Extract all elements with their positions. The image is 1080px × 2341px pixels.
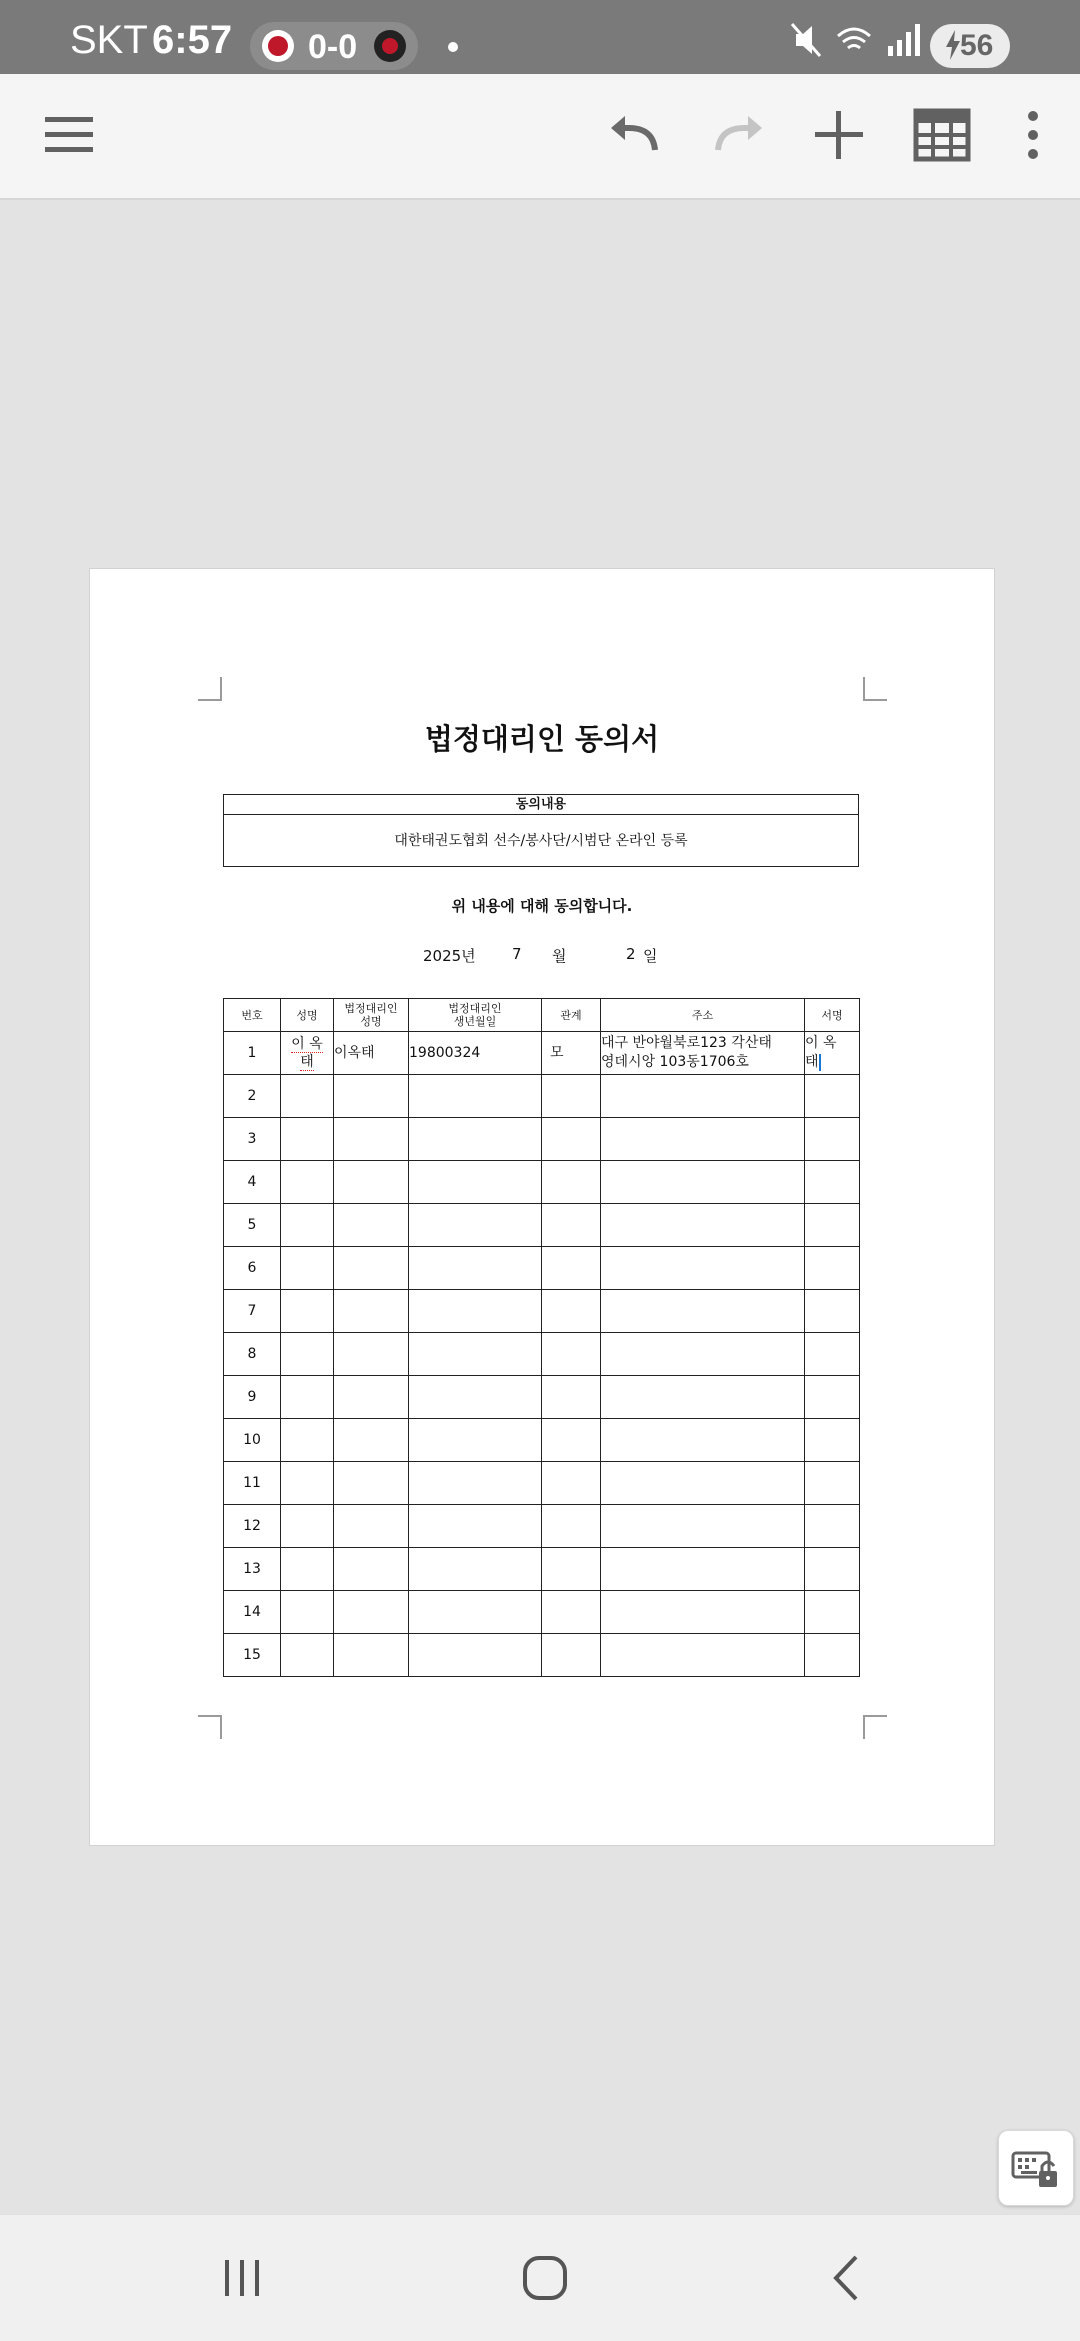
cell-name[interactable] bbox=[281, 1290, 334, 1333]
cell-relation[interactable] bbox=[542, 1548, 601, 1591]
cell-number[interactable]: 8 bbox=[224, 1333, 281, 1376]
cell-relation[interactable] bbox=[542, 1204, 601, 1247]
address-line2: 영데시앙 103동1706호 bbox=[601, 1054, 749, 1070]
consent-body: 대한태권도협회 선수/봉사단/시범단 온라인 등록 bbox=[394, 833, 688, 849]
team-logo-icon bbox=[374, 30, 406, 62]
cell-relation[interactable] bbox=[542, 1462, 601, 1505]
cell-address[interactable] bbox=[601, 1634, 805, 1677]
cell-number[interactable]: 5 bbox=[224, 1204, 281, 1247]
cell-relation[interactable] bbox=[542, 1505, 601, 1548]
cell-guardian-dob[interactable] bbox=[409, 1247, 542, 1290]
cell-signature[interactable] bbox=[805, 1462, 860, 1505]
cell-number[interactable]: 12 bbox=[224, 1505, 281, 1548]
cell-guardian-name[interactable] bbox=[334, 1247, 409, 1290]
name-line2: 태 bbox=[300, 1054, 314, 1070]
cell-name[interactable] bbox=[281, 1247, 334, 1290]
cell-guardian-dob[interactable] bbox=[409, 1462, 542, 1505]
cell-signature[interactable] bbox=[805, 1505, 860, 1548]
cell-number[interactable]: 4 bbox=[224, 1161, 281, 1204]
cell-guardian-name[interactable] bbox=[334, 1548, 409, 1591]
consent-content-box[interactable] bbox=[223, 794, 859, 867]
cell-address[interactable] bbox=[601, 1161, 805, 1204]
undo-button[interactable] bbox=[603, 102, 669, 168]
cell-name[interactable] bbox=[281, 1118, 334, 1161]
crop-mark bbox=[198, 1715, 222, 1739]
cell-guardian-dob[interactable] bbox=[409, 1634, 542, 1677]
consent-header: 동의내용 bbox=[224, 795, 858, 815]
cell-name[interactable] bbox=[281, 1161, 334, 1204]
table-row[interactable] bbox=[224, 1075, 860, 1118]
table-row[interactable] bbox=[224, 1419, 860, 1462]
system-navigation-bar bbox=[0, 2214, 1080, 2341]
cell-guardian-name[interactable] bbox=[334, 1075, 409, 1118]
cell-name[interactable] bbox=[281, 1419, 334, 1462]
cell-signature[interactable] bbox=[805, 1247, 860, 1290]
cell-guardian-dob[interactable] bbox=[409, 1333, 542, 1376]
cell-relation[interactable] bbox=[542, 1333, 601, 1376]
document-title[interactable]: 법정대리인 동의서 bbox=[424, 722, 660, 756]
table-row[interactable] bbox=[224, 1118, 860, 1161]
cell-guardian-dob[interactable] bbox=[409, 1505, 542, 1548]
menu-icon bbox=[36, 102, 102, 168]
cell-address[interactable] bbox=[601, 1376, 805, 1419]
battery-level: 56 bbox=[960, 29, 994, 62]
cell-relation[interactable] bbox=[542, 1161, 601, 1204]
cell-guardian-dob[interactable] bbox=[409, 1591, 542, 1634]
cell-relation[interactable] bbox=[542, 1118, 601, 1161]
live-score-chip[interactable] bbox=[250, 22, 418, 70]
header-address: 주소 bbox=[601, 999, 805, 1032]
cell-name[interactable] bbox=[281, 1505, 334, 1548]
cell-guardian-dob[interactable] bbox=[409, 1204, 542, 1247]
table-row[interactable] bbox=[224, 1290, 860, 1333]
header-guardian-name-line1: 법정대리인 bbox=[344, 1002, 398, 1015]
crop-mark bbox=[863, 1715, 887, 1739]
cell-signature[interactable] bbox=[805, 1548, 860, 1591]
cell-address[interactable] bbox=[601, 1591, 805, 1634]
more-vert-icon bbox=[1000, 102, 1066, 168]
cell-guardian-name[interactable] bbox=[334, 1376, 409, 1419]
cell-name[interactable] bbox=[281, 1204, 334, 1247]
date-day-label: 일 bbox=[643, 947, 658, 965]
cell-guardian-name[interactable] bbox=[334, 1161, 409, 1204]
cell-address[interactable] bbox=[601, 1075, 805, 1118]
signature-line2: 태 bbox=[805, 1054, 819, 1070]
cell-address[interactable] bbox=[601, 1505, 805, 1548]
cell-guardian-dob[interactable] bbox=[409, 1376, 542, 1419]
cell-guardian-name[interactable] bbox=[334, 1290, 409, 1333]
table-row[interactable] bbox=[224, 1333, 860, 1376]
notification-dot-icon bbox=[448, 42, 458, 52]
header-guardian-dob-line1: 법정대리인 bbox=[448, 1002, 502, 1015]
cell-signature[interactable] bbox=[805, 1419, 860, 1462]
text-cursor bbox=[819, 1054, 821, 1071]
cell-address[interactable] bbox=[601, 1548, 805, 1591]
cell-number[interactable]: 13 bbox=[224, 1548, 281, 1591]
header-guardian-dob-line2: 생년월일 bbox=[453, 1015, 497, 1028]
table-row[interactable] bbox=[224, 1161, 860, 1204]
cell-relation[interactable] bbox=[542, 1634, 601, 1677]
cell-guardian-name[interactable] bbox=[334, 1462, 409, 1505]
keyboard-lock-button[interactable] bbox=[998, 2130, 1074, 2206]
back-button[interactable] bbox=[812, 2243, 882, 2313]
carrier-label: SKT bbox=[70, 18, 148, 62]
cell-name[interactable] bbox=[281, 1462, 334, 1505]
table-row[interactable] bbox=[224, 1032, 860, 1075]
cell-relation[interactable] bbox=[542, 1075, 601, 1118]
cell-guardian-name[interactable]: 이옥태 bbox=[334, 1032, 409, 1075]
back-icon bbox=[812, 2243, 882, 2313]
cell-address[interactable] bbox=[601, 1032, 805, 1075]
date-month-label: 월 bbox=[552, 947, 567, 965]
header-number: 번호 bbox=[224, 999, 281, 1032]
header-relation: 관계 bbox=[542, 999, 601, 1032]
cell-name[interactable] bbox=[281, 1591, 334, 1634]
table-row[interactable] bbox=[224, 1591, 860, 1634]
cell-signature[interactable] bbox=[805, 1591, 860, 1634]
date-month[interactable]: 7 bbox=[512, 945, 522, 963]
cell-guardian-dob[interactable] bbox=[409, 1290, 542, 1333]
cell-guardian-dob[interactable]: 19800324 bbox=[409, 1032, 542, 1075]
cell-name[interactable] bbox=[281, 1333, 334, 1376]
cell-guardian-name[interactable] bbox=[334, 1419, 409, 1462]
cell-signature[interactable] bbox=[805, 1376, 860, 1419]
table-row[interactable] bbox=[224, 1634, 860, 1677]
cell-number[interactable]: 15 bbox=[224, 1634, 281, 1677]
cell-signature[interactable] bbox=[805, 1634, 860, 1677]
cell-address[interactable] bbox=[601, 1204, 805, 1247]
wifi-icon bbox=[838, 29, 870, 48]
header-guardian-name-line2: 성명 bbox=[360, 1015, 382, 1028]
cell-relation[interactable] bbox=[542, 1247, 601, 1290]
cell-signature[interactable] bbox=[805, 1161, 860, 1204]
cell-signature[interactable] bbox=[805, 1032, 860, 1075]
document-page[interactable] bbox=[89, 568, 995, 1846]
cell-name[interactable] bbox=[281, 1376, 334, 1419]
cell-guardian-dob[interactable] bbox=[409, 1118, 542, 1161]
cell-address[interactable] bbox=[601, 1462, 805, 1505]
header-guardian-dob bbox=[409, 999, 542, 1032]
status-bar bbox=[0, 0, 1080, 74]
cell-signature[interactable] bbox=[805, 1290, 860, 1333]
signature-line1: 이 옥 bbox=[805, 1035, 837, 1051]
redo-button[interactable] bbox=[704, 102, 770, 168]
table-row[interactable] bbox=[224, 1204, 860, 1247]
cell-guardian-dob[interactable] bbox=[409, 1548, 542, 1591]
header-name: 성명 bbox=[281, 999, 334, 1032]
battery-indicator bbox=[930, 24, 1010, 68]
cell-address[interactable] bbox=[601, 1118, 805, 1161]
cell-name[interactable] bbox=[281, 1634, 334, 1677]
table-row[interactable] bbox=[224, 1247, 860, 1290]
header-guardian-name bbox=[334, 999, 409, 1032]
cell-relation[interactable] bbox=[542, 1290, 601, 1333]
add-icon bbox=[806, 102, 872, 168]
cell-address[interactable] bbox=[601, 1247, 805, 1290]
table-button[interactable] bbox=[909, 102, 975, 168]
cell-guardian-name[interactable] bbox=[334, 1634, 409, 1677]
date-year[interactable]: 2025년 bbox=[423, 947, 476, 965]
date-day[interactable]: 2 bbox=[626, 945, 636, 963]
table-row[interactable] bbox=[224, 1548, 860, 1591]
recents-icon bbox=[207, 2243, 277, 2313]
team-logo-icon bbox=[262, 30, 294, 62]
cell-name[interactable] bbox=[281, 1075, 334, 1118]
redo-icon bbox=[704, 102, 770, 168]
crop-mark bbox=[198, 677, 222, 701]
recent-apps-button[interactable] bbox=[207, 2243, 277, 2313]
cell-number[interactable]: 2 bbox=[224, 1075, 281, 1118]
table-icon bbox=[909, 102, 975, 168]
table-row[interactable] bbox=[224, 1505, 860, 1548]
cell-number[interactable]: 11 bbox=[224, 1462, 281, 1505]
cell-guardian-name[interactable] bbox=[334, 1591, 409, 1634]
cell-number[interactable]: 7 bbox=[224, 1290, 281, 1333]
cell-name[interactable] bbox=[281, 1032, 334, 1075]
clock: 6:57 bbox=[152, 18, 233, 62]
home-button[interactable] bbox=[510, 2243, 580, 2313]
name-line1: 이 옥 bbox=[291, 1036, 323, 1052]
status-icons bbox=[790, 20, 930, 60]
address-line1: 대구 반야월북로123 각산태 bbox=[601, 1035, 772, 1051]
score-text: 0-0 bbox=[308, 28, 358, 66]
cell-guardian-dob[interactable] bbox=[409, 1419, 542, 1462]
agree-statement[interactable]: 위 내용에 대해 동의합니다. bbox=[451, 897, 633, 915]
cell-guardian-name[interactable] bbox=[334, 1118, 409, 1161]
cell-relation[interactable] bbox=[542, 1419, 601, 1462]
table-header-row bbox=[224, 999, 860, 1032]
cell-guardian-dob[interactable] bbox=[409, 1075, 542, 1118]
table-row[interactable] bbox=[224, 1376, 860, 1419]
cell-guardian-name[interactable] bbox=[334, 1333, 409, 1376]
home-icon bbox=[510, 2243, 580, 2313]
cell-number[interactable]: 1 bbox=[224, 1032, 281, 1075]
header-signature: 서명 bbox=[805, 999, 860, 1032]
table-row[interactable] bbox=[224, 1462, 860, 1505]
editor-toolbar bbox=[0, 74, 1080, 200]
cell-signature[interactable] bbox=[805, 1333, 860, 1376]
cell-address[interactable] bbox=[601, 1333, 805, 1376]
crop-mark bbox=[863, 677, 887, 701]
insert-button[interactable] bbox=[806, 102, 872, 168]
signal-icon bbox=[888, 24, 920, 56]
cell-number[interactable]: 9 bbox=[224, 1376, 281, 1419]
cell-address[interactable] bbox=[601, 1290, 805, 1333]
menu-button[interactable] bbox=[36, 102, 102, 168]
cell-relation[interactable] bbox=[542, 1591, 601, 1634]
cell-number[interactable]: 10 bbox=[224, 1419, 281, 1462]
mute-icon bbox=[792, 24, 820, 56]
cell-number[interactable]: 6 bbox=[224, 1247, 281, 1290]
cell-signature[interactable] bbox=[805, 1075, 860, 1118]
cell-signature[interactable] bbox=[805, 1204, 860, 1247]
cell-guardian-name[interactable] bbox=[334, 1505, 409, 1548]
keyboard-lock-icon bbox=[1011, 2143, 1061, 2193]
cell-guardian-dob[interactable] bbox=[409, 1161, 542, 1204]
guardian-roster-table[interactable] bbox=[223, 998, 860, 1677]
undo-icon bbox=[603, 102, 669, 168]
cell-guardian-name[interactable] bbox=[334, 1204, 409, 1247]
cell-signature[interactable] bbox=[805, 1118, 860, 1161]
more-options-button[interactable] bbox=[1000, 102, 1066, 168]
cell-name[interactable] bbox=[281, 1548, 334, 1591]
cell-relation[interactable] bbox=[542, 1376, 601, 1419]
cell-address[interactable] bbox=[601, 1419, 805, 1462]
cell-number[interactable]: 3 bbox=[224, 1118, 281, 1161]
cell-relation[interactable]: 모 bbox=[542, 1032, 601, 1075]
cell-number[interactable]: 14 bbox=[224, 1591, 281, 1634]
